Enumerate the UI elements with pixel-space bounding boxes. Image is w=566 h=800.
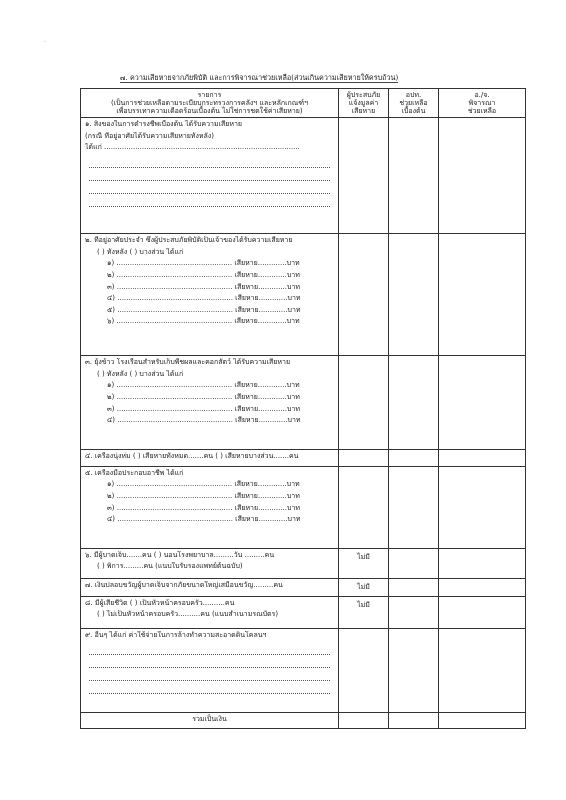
- total-reported[interactable]: [339, 712, 389, 728]
- cell-local-gov[interactable]: [389, 450, 439, 467]
- cell-local-gov[interactable]: [389, 356, 439, 450]
- section-1-household-items: ๑. สิ่งของในการดำรงชีพเบื้องต้น ได้รับความเสียหาย (กรณี ที่อยู่อาศัยได้รับความเสียหายทั้งหลัง) ได้แก่ ........................................................................................: [81, 118, 339, 234]
- blank-line[interactable]: [89, 668, 330, 681]
- section-2-row: [81, 234, 526, 356]
- cell-district[interactable]: [439, 578, 526, 596]
- section-title: ๗. ความเสียหายจากภัยพิบัติ และการพิจารณาช่วยเหลือ(ส่วนเกินความเสียหายให้ครบถ้วน): [120, 73, 399, 82]
- cell-reported[interactable]: [339, 466, 389, 548]
- list-item[interactable]: ๒) .................................................... เสียหาย.............บาท: [107, 491, 300, 500]
- section-7-row: [81, 578, 526, 596]
- cell-district[interactable]: [439, 596, 526, 628]
- blank-line[interactable]: [89, 194, 330, 207]
- cell-district[interactable]: [439, 450, 526, 467]
- blank-line[interactable]: [89, 681, 330, 694]
- list-item[interactable]: ๔) .................................................... เสียหาย.............บาท: [107, 416, 301, 425]
- list-item[interactable]: ๒) .................................................... เสียหาย.............บาท: [107, 270, 300, 279]
- total-district[interactable]: [439, 712, 526, 728]
- section-3-barns: ๓. ยุ้งข้าว โรงเรือนสำหรับเก็บพืชผลและคอกสัตว์ ได้รับความเสียหาย ( ) ทั้งหลัง ( ) บางส่วน ได้แก่ ๑) .................................................... เสียหาย.............บาท ๒) .................................................... เสียหาย.............บาท ๓) .................................................... เสียหาย.............บาท ๔) .................................................... เสียหาย.............บาท: [81, 356, 339, 450]
- list-item[interactable]: ๖) .................................................... เสียหาย.............บาท: [107, 317, 300, 326]
- blank-line[interactable]: [89, 168, 330, 181]
- cell-local-gov[interactable]: [389, 234, 439, 356]
- cell-local-gov[interactable]: [389, 596, 439, 628]
- cell-district[interactable]: [439, 356, 526, 450]
- blank-line[interactable]: [89, 642, 330, 655]
- cell-district[interactable]: [439, 628, 526, 712]
- list-item[interactable]: ๓) .................................................... เสียหาย.............บาท: [107, 503, 300, 512]
- section-4-row: [81, 450, 526, 467]
- none-value: ไม่มี: [339, 596, 389, 628]
- cell-district[interactable]: [439, 466, 526, 548]
- none-value: ไม่มี: [339, 578, 389, 596]
- cell-reported[interactable]: [339, 234, 389, 356]
- list-item[interactable]: ๔) .................................................... เสียหาย.............บาท: [107, 294, 301, 303]
- header-reported: ผู้ประสบภัย แจ้งมูลค่า เสียหาย: [339, 89, 389, 118]
- section-8-row: [81, 596, 526, 628]
- list-item[interactable]: ๓) .................................................... เสียหาย.............บาท: [107, 404, 300, 413]
- total-label: รวมเป็นเงิน: [81, 712, 339, 728]
- cell-local-gov[interactable]: [389, 628, 439, 712]
- cell-district[interactable]: [439, 548, 526, 578]
- header-district: อ./จ. พิจารณา ช่วยเหลือ: [439, 89, 526, 118]
- section-3-row: [81, 356, 526, 450]
- section-4-clothing: ๔. เครื่องนุ่งห่ม ( ) เสียหายทั้งหมด.......คน ( ) เสียหายบางส่วน.......คน: [81, 450, 339, 467]
- section-9-other: ๙. อื่นๆ ได้แก่ ค่าใช้จ่ายในการล้างทำความสะอาดดินโคลนฯ: [81, 628, 339, 712]
- corner-mark: ·: [44, 39, 46, 46]
- section-5-row: [81, 466, 526, 548]
- cell-reported[interactable]: [339, 450, 389, 467]
- blank-line[interactable]: [89, 655, 330, 668]
- section-6-injured: ๖. มีผู้บาดเจ็บ.......คน ( ) นอนโรงพยาบาล.........วัน .........คน ( ) พิการ.........คน (แนบใบรับรองแพทย์ต้นฉบับ): [81, 548, 339, 578]
- section-9-row: [81, 628, 526, 712]
- list-item[interactable]: ๑) .................................................... เสียหาย.............บาท: [107, 480, 300, 489]
- cell-local-gov[interactable]: [389, 548, 439, 578]
- cell-reported[interactable]: [339, 628, 389, 712]
- cell-local-gov[interactable]: [389, 118, 439, 234]
- section-5-tools: ๕. เครื่องมือประกอบอาชีพ ได้แก่ ๑) .................................................... เสียหาย.............บาท ๒) .................................................... เสียหาย.............บาท ๓) .................................................... เสียหาย.............บาท ๔) .................................................... เสียหาย.............บาท: [81, 466, 339, 548]
- header-items: รายการ (เป็นการช่วยเหลือตามระเบียบกระทรวงการคลังฯ และหลักเกณฑ์ฯ เพื่อบรรเทาความเดือดร้อนเบื้องต้น ไม่ใช่การชดใช้ค่าเสียหาย): [81, 89, 339, 118]
- total-row: [81, 712, 526, 728]
- list-item[interactable]: ๕) .................................................... เสียหาย.............บาท: [107, 305, 301, 314]
- none-value: ไม่มี: [339, 548, 389, 578]
- list-item[interactable]: ๑) .................................................... เสียหาย.............บาท: [107, 259, 300, 268]
- blank-line[interactable]: [89, 181, 330, 194]
- cell-reported[interactable]: [339, 118, 389, 234]
- damage-assessment-table: [80, 88, 526, 729]
- section-7-comfort-money: ๗. เงินปลอบขวัญผู้บาดเจ็บจากภัยขนาดใหญ่เสมือนขวัญ.........คน: [81, 578, 339, 596]
- header-local-gov: อปท. ช่วยเหลือ เบื้องต้น: [389, 89, 439, 118]
- header-row: [81, 89, 526, 118]
- section-2-residence: ๒. ที่อยู่อาศัยประจำ ซึ่งผู้ประสบภัยพิบัติเป็นเจ้าของได้รับความเสียหาย ( ) ทั้งหลัง ( ) บางส่วน ได้แก่ ๑) .................................................... เสียหาย.............บาท ๒) .................................................... เสียหาย.............บาท ๓) .................................................... เสียหาย.............บาท ๔) .................................................... เสียหาย.............บาท ๕) .................................................... เสียหาย.............บาท ๖) .................................................... เสียหาย.............บาท: [81, 234, 339, 356]
- cell-district[interactable]: [439, 234, 526, 356]
- cell-district[interactable]: [439, 118, 526, 234]
- blank-line[interactable]: [89, 155, 330, 168]
- section-1-row: [81, 118, 526, 234]
- cell-local-gov[interactable]: [389, 466, 439, 548]
- list-item[interactable]: ๑) .................................................... เสียหาย.............บาท: [107, 381, 300, 390]
- section-6-row: [81, 548, 526, 578]
- list-item[interactable]: ๒) .................................................... เสียหาย.............บาท: [107, 392, 300, 401]
- total-local-gov[interactable]: [389, 712, 439, 728]
- section-8-deceased: ๘. มีผู้เสียชีวิต ( ) เป็นหัวหน้าครอบครัว..........คน ( ) ไม่เป็นหัวหน้าครอบครัว..........คน (แนบสำเนามรณบัตร): [81, 596, 339, 628]
- cell-reported[interactable]: [339, 356, 389, 450]
- list-item[interactable]: ๔) .................................................... เสียหาย.............บาท: [107, 515, 301, 524]
- cell-local-gov[interactable]: [389, 578, 439, 596]
- list-item[interactable]: ๓) .................................................... เสียหาย.............บาท: [107, 282, 300, 291]
